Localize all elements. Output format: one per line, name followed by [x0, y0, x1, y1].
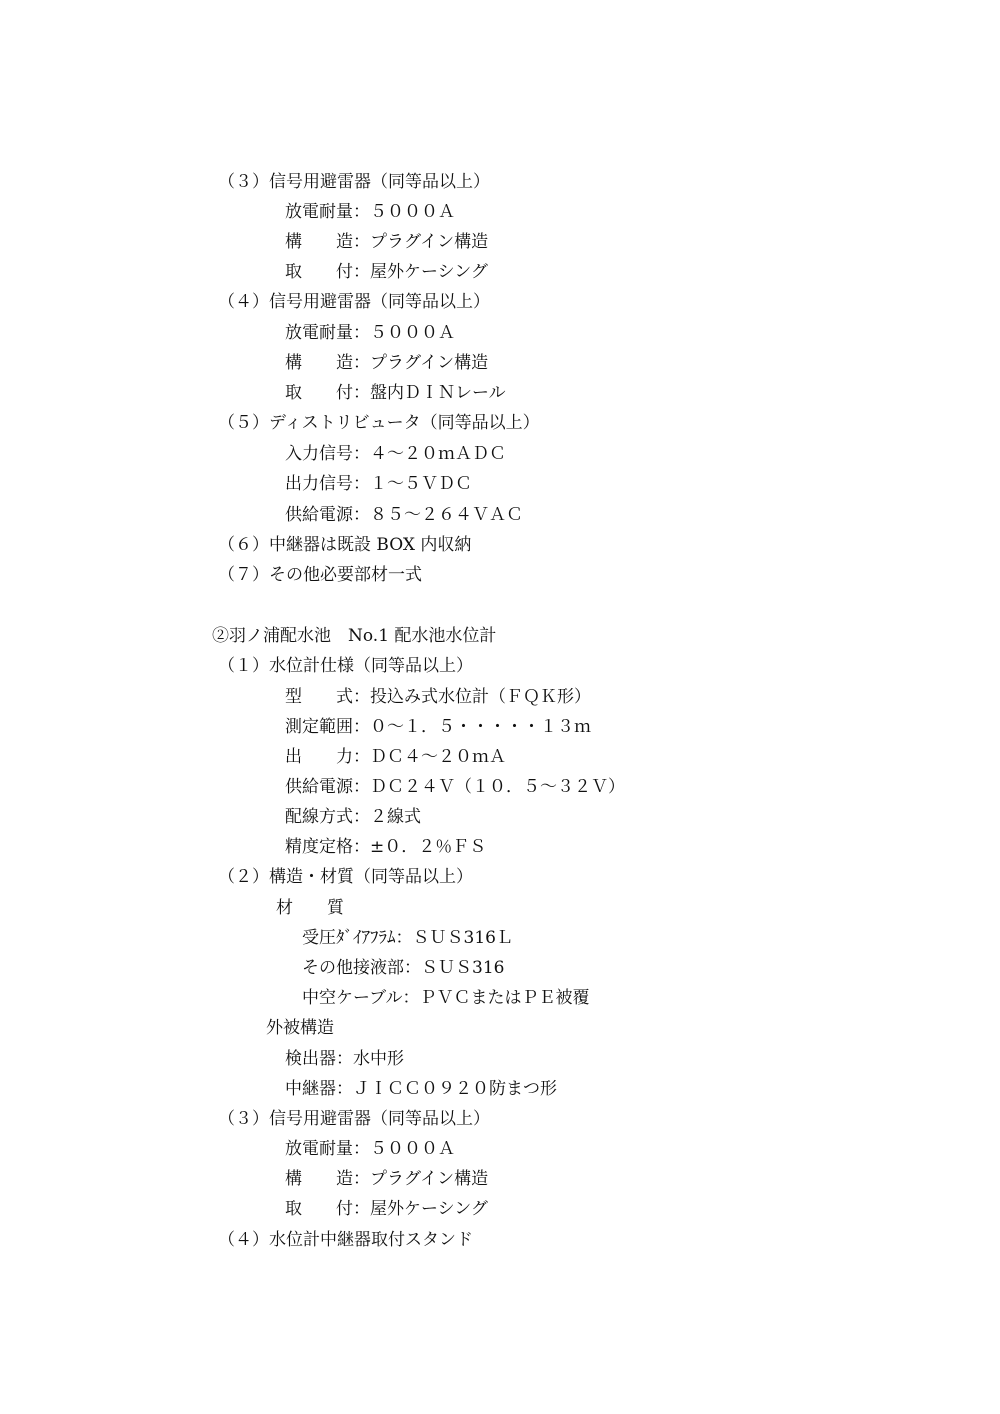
spec-line: 取 付：屋外ケーシング [285, 1199, 488, 1219]
spec-line: 供給電源：ＤＣ２４Ｖ（１０．５～３２Ｖ） [285, 777, 625, 797]
section-heading: （６）中継器は既設 BOX 内収納 [218, 535, 472, 555]
spec-line: 精度定格：±０．２％ＦＳ [285, 837, 487, 857]
spec-line: 中空ケーブル：ＰＶＣまたはＰＥ被覆 [302, 988, 590, 1008]
spec-line: 放電耐量：５０００Ａ [285, 323, 455, 343]
section-heading: （２）構造・材質（同等品以上） [218, 867, 473, 887]
spec-line: 出 力：ＤＣ４～２０ｍＡ [285, 747, 506, 767]
spec-line: 入力信号：４～２０ｍＡＤＣ [285, 444, 506, 464]
spec-line: 取 付：屋外ケーシング [285, 262, 488, 282]
section-heading: （３）信号用避雷器（同等品以上） [218, 1109, 490, 1129]
spec-line: 検出器：水中形 [285, 1049, 404, 1069]
spec-line: 出力信号：１～５ＶＤＣ [285, 474, 472, 494]
section-heading: （７）その他必要部材一式 [218, 565, 422, 585]
section-heading: （３）信号用避雷器（同等品以上） [218, 172, 490, 192]
spec-line: 配線方式：２線式 [285, 807, 421, 827]
spec-line: 測定範囲：０～１．５・・・・・１３ｍ [285, 717, 591, 737]
spec-line: 構 造：プラグイン構造 [285, 1169, 489, 1189]
section-heading: （１）水位計仕様（同等品以上） [218, 656, 473, 676]
spec-line: 供給電源：８５～２６４ＶＡＣ [285, 505, 523, 525]
spec-line: 受圧ﾀﾞｲｱﾌﾗﾑ：ＳＵＳ316Ｌ [302, 928, 513, 948]
facility-heading: ②羽ノ浦配水池 No.1 配水池水位計 [212, 626, 497, 646]
spec-line: 取 付：盤内ＤＩＮレール [285, 383, 506, 403]
spec-line: その他接液部：ＳＵＳ316 [302, 958, 505, 978]
section-heading: （４）水位計中継器取付スタンド [218, 1230, 473, 1250]
spec-line: 放電耐量：５０００Ａ [285, 1139, 455, 1159]
subsection-label: 外被構造 [266, 1018, 334, 1038]
spec-line: 放電耐量：５０００Ａ [285, 202, 455, 222]
spec-line: 中継器：ＪＩＣＣ０９２０防まつ形 [285, 1079, 557, 1099]
section-heading: （５）ディストリビュータ（同等品以上） [218, 413, 540, 433]
spec-line: 型 式：投込み式水位計（ＦＱＫ形） [285, 687, 591, 707]
spec-line: 構 造：プラグイン構造 [285, 232, 489, 252]
spec-line: 構 造：プラグイン構造 [285, 353, 489, 373]
section-heading: （４）信号用避雷器（同等品以上） [218, 292, 490, 312]
subsection-label: 材 質 [276, 898, 344, 918]
